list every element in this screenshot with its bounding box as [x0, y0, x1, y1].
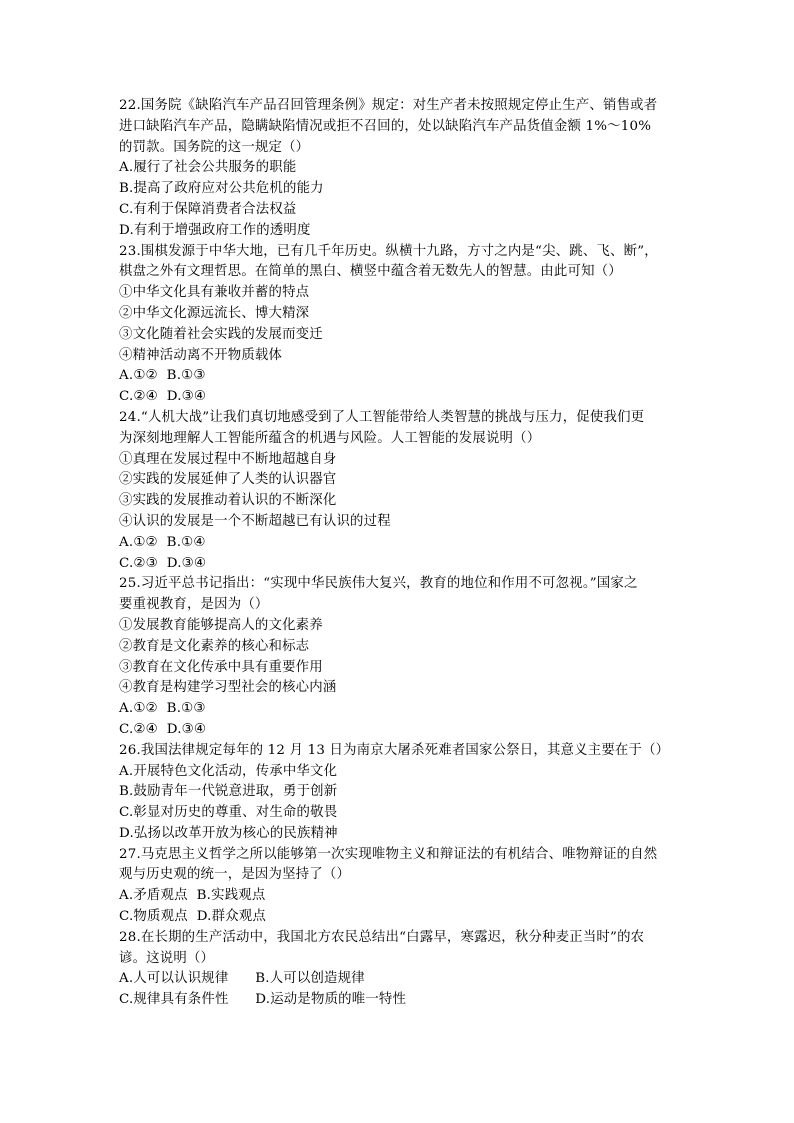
answer-option: D.有利于增强政府工作的透明度	[119, 222, 311, 238]
statement-item: ③教育在文化传承中具有重要作用	[119, 659, 323, 675]
question-stem-line: 25.习近平总书记指出：“实现中华民族伟大复兴，教育的地位和作用不可忽视。”国家之	[119, 576, 638, 592]
answer-option: C.彰显对历史的尊重、对生命的敬畏	[119, 805, 338, 821]
question-stem-line: 棋盘之外有文理哲思。在简单的黑白、横竖中蕴含着无数先人的智慧。由此可知（）	[119, 264, 622, 280]
answer-option: C.有利于保障消费者合法权益	[119, 201, 297, 217]
question-stem-line: 的罚款。国务院的这一规定（）	[119, 139, 310, 155]
question-stem-line: 27.马克思主义哲学之所以能够第一次实现唯物主义和辩证法的有机结合、唯物辩证的自然	[119, 846, 658, 862]
answer-option: A.开展特色文化活动，传承中华文化	[119, 763, 338, 779]
question-stem-line: 谚。这说明（）	[119, 950, 215, 966]
question-stem-line: 22.国务院《缺陷汽车产品召回管理条例》规定：对生产者未按照规定停止生产、销售或者	[119, 98, 658, 113]
statement-item: ④精神活动离不开物质载体	[119, 347, 283, 363]
statement-item: ③实践的发展推动着认识的不断深化	[119, 493, 337, 509]
answer-option-row: C.物质观点 D.群众观点	[119, 909, 266, 925]
question-stem-line: 26.我国法律规定每年的 12 月 13 日为南京大屠杀死难者国家公祭日，其意义主要在于（）	[119, 742, 670, 758]
question-23	[119, 242, 679, 408]
exam-page	[119, 96, 679, 1011]
question-25	[119, 574, 679, 740]
question-stem-line: 28.在长期的生产活动中，我国北方农民总结出“白露早，寒露迟，秋分种麦正当时”的农	[119, 929, 645, 945]
statement-item: ②教育是文化素养的核心和标志	[119, 638, 310, 654]
question-27	[119, 845, 679, 928]
answer-option-row: A.①② B.①③	[119, 368, 206, 384]
answer-option-row: C.规律具有条件性 D.运动是物质的唯一特性	[119, 992, 407, 1008]
answer-option-row: A.人可以认识规律 B.人可以创造规律	[119, 971, 365, 987]
answer-option-row: C.②③ D.③④	[119, 555, 207, 571]
question-22	[119, 96, 679, 242]
question-24	[119, 408, 679, 574]
answer-option-row: A.①② B.①④	[119, 534, 206, 550]
answer-option-row: A.①② B.①③	[119, 701, 206, 717]
answer-option-row: A.矛盾观点 B.实践观点	[119, 888, 266, 904]
statement-item: ②实践的发展延伸了人类的认识器官	[119, 472, 337, 488]
question-28	[119, 928, 679, 1011]
answer-option: B.鼓励青年一代锐意进取，勇于创新	[119, 784, 338, 800]
question-stem-line: 观与历史观的统一，是因为坚持了（）	[119, 867, 351, 883]
statement-item: ①真理在发展过程中不断地超越自身	[119, 451, 337, 467]
question-stem-line: 23.围棋发源于中华大地，已有几千年历史。纵横十九路，方寸之内是“尖、跳、飞、断”，	[119, 243, 658, 259]
answer-option: A.履行了社会公共服务的职能	[119, 160, 297, 176]
question-stem-line: 进口缺陷汽车产品，隐瞒缺陷情况或拒不召回的，处以缺陷汽车产品货值金额 1%～10%	[119, 118, 652, 134]
answer-option-row: C.②④ D.③④	[119, 389, 207, 405]
question-stem-line: 为深刻地理解人工智能所蕴含的机遇与风险。人工智能的发展说明（）	[119, 430, 541, 446]
statement-item: ③文化随着社会实践的发展而变迁	[119, 326, 323, 342]
question-stem-line: 24.“人机大战”让我们真切地感受到了人工智能带给人类智慧的挑战与压力，促使我们更	[119, 409, 645, 425]
statement-item: ④认识的发展是一个不断超越已有认识的过程	[119, 513, 391, 529]
answer-option-row: C.②④ D.③④	[119, 721, 207, 737]
question-stem-line: 要重视教育，是因为（）	[119, 597, 269, 613]
statement-item: ①发展教育能够提高人的文化素养	[119, 617, 323, 633]
answer-option: B.提高了政府应对公共危机的能力	[119, 181, 324, 197]
question-26	[119, 741, 679, 845]
answer-option: D.弘扬以改革开放为核心的民族精神	[119, 825, 338, 841]
statement-item: ④教育是构建学习型社会的核心内涵	[119, 680, 337, 696]
statement-item: ①中华文化具有兼收并蓄的特点	[119, 285, 310, 301]
statement-item: ②中华文化源远流长、博大精深	[119, 305, 310, 321]
